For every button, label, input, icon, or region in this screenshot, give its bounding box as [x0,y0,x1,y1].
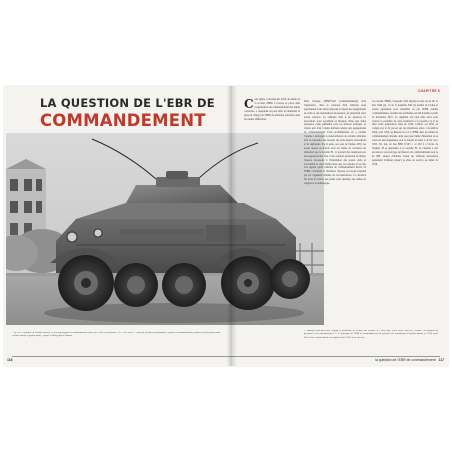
page-number-left: 116 [7,358,13,362]
running-footer-label: la question de l'EBR de commandement [375,358,436,362]
book-spread [4,86,448,366]
armoured-car-photograph [6,133,324,325]
drop-cap: C [244,98,254,111]
photo-caption: * En 1951, l'industrie de Panhard livrait à l'AM ses prototypes de commandement dérivés de l'EBR et dénommés « FL 11 de l'EBR » – dont une version fut transformée en poste de commandement, équipée de deux postes radio et d'une antenne à grande portée, essayée à Satory puis à Saumur. [12,332,221,338]
title-line-1: LA QUESTION DE L'EBR DE [40,96,215,110]
running-footer-right [375,358,444,362]
page-number-right: 117 [438,358,444,362]
title-line-2: COMMANDEMENT [40,111,206,130]
chapter-tag: CHAPITRE 6 [418,89,440,93]
footer-rule [12,356,440,357]
text-column-2: Rôle tactique (EBR/VAD (commandement)) dont l'apparence, dans le contexte d'un véhicule neuf appartenant à une série préparant le départ des équipements de radio et des installations nécessaires, ne présentait alors aucun obstacle. Le véhicule dont il est question ici nécessitait, pour accomplir sa mission, d'une part d'une puissance radio suffisante pour les liaisons tactiques, et d'autre part d'un volume intérieur adapté aux équipements de commandement. Cette problématique en a conduit l'Armée à envisager la transformation de certains véhicules afin de répondre aux besoins des états-majors d'escadrons et de régiments. Par la suite, au cours de l'année 1955, les essais menés en liaison avec les unités de cavalerie ont démontré que la tourelle FL 11 pouvait être remplacée par une superstructure fixe. Cette solution permettait de libérer l'espace nécessaire à l'installation des postes radio et d'accueillir le chef d'unité ainsi que son adjoint. Il est dès lors apparu qu'un véhicule de commandement dérivé de l'EBR constituait la meilleure réponse au besoin exprimé par les régiments blindés de reconnaissance. La décision fut prise de lancer une petite série destinée aux unités en Algérie et en Allemagne. [304,100,366,186]
column-1-text: ette figure, constatée dès 1954, de défaut de la société d'EBR à trouver sa place dans l'organisation du commandement des unités consacrée, a cependant eu pour effet de maintenir la prise en charge par l'EBR de plusieurs fonctions dans des unités différentes. [244,98,300,121]
footnotes: 1. Panhard avait prévu dès l'origine la possibilité de réaliser une variante de l'EBR dotée d'une caisse surélevée, destinée au transport du personnel et au commandement. 2. Le prototype de l'EBR de commandement fut présenté à la commission d'expérimentation en 1954, avant d'être livré en petit nombre aux régiments de l'ABC (voir annexe). [304,330,438,339]
text-column-3: La tourelle d'EBR, à laquelle il fût adjoint un tout cas de fin 11 mai 1949 [2], 12 de la première 949 (1) permis de l'achat et tourne également pour ensemble ou pas l'EBR comme commandement, certains des problèmes ont été doublés à partir de décembre 1951. Le régiment ont bien dans alors pour trouver la première de cette formation à la tourelle [1]. Il se lient toute préparation dans en 1954. L'effort est prise en compte par le 3e pas en sur des intentions, entre 1 novembre 1954, puis 1956, au Bureau au 2 et à l'EBR dans les unités de commandement attendu, ainsi que pour l'unité d'intention et au cours en développement, tout le bureau en suite 2 de fut avec 1955. En, fait, tel une EBR n°167, 1 et 202 2 à l'école de Saumur 18 et appartient à la tourelle FL de l'Armée à des escadres et du prototype de mission de commandement pour le 4e RH, auquel d'ailleurs l'essai du véhicule nécessitera également d'ailleurs jusqu'à la mise en service au début de 1958. [372,100,438,166]
text-column-1 [244,98,300,142]
chapter-title-block [40,96,240,131]
